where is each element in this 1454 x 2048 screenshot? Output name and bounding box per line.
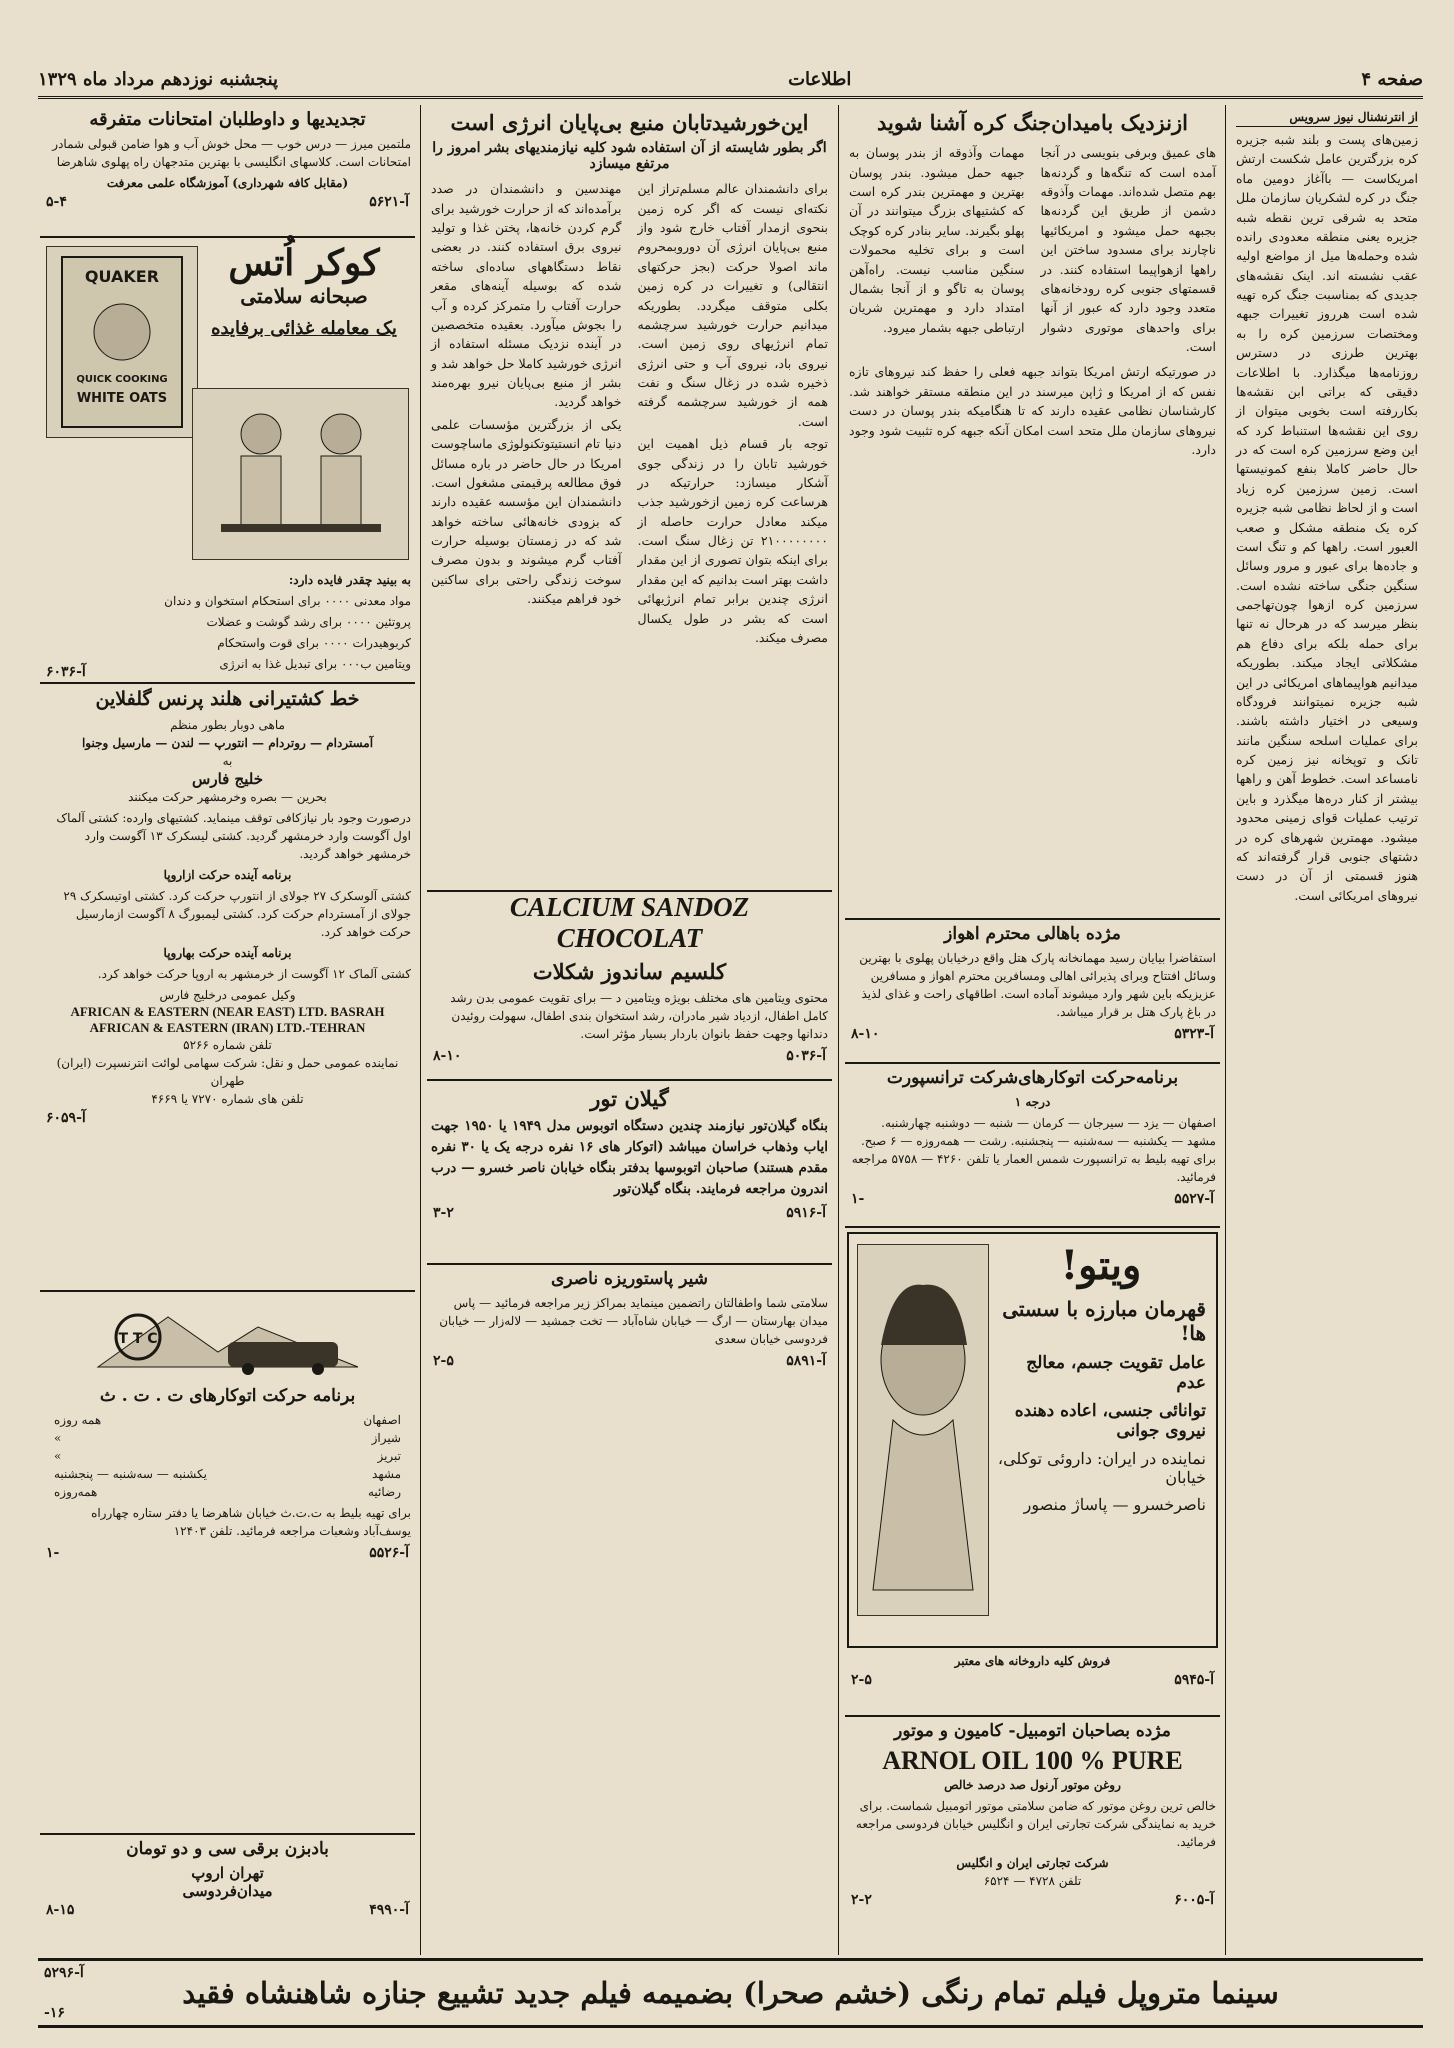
ad-ref: ۸-۱۵ — [46, 1901, 75, 1918]
ad-body: خالص ترین روغن موتور که ضامن سلامتی موتور اتومبیل شماست. برای خرید به نمایندگی شرکت تجارتی ایران و انگلیس خیابان فردوسی مراجعه فرمائید. — [855, 1798, 1216, 1849]
ttc-logo: T T C — [117, 1331, 158, 1347]
article-body: های عمیق وبرفی بنویسی در آنجا آمده است که تنگه‌ها و گردنه‌ها بهم متصل شده‌اند. مهمات وآذوقه دشمن از طریق این گردنه‌ها بجبهه حمل میشود و امریکائیها ناچارند برای مسدود ساختن این راهها ازهواپیما استفاده کنند. در قسمتهای جنوبی کره رودخانه‌های متعدد وجود دارد که عبور از آنها برای واحدهای موتوری دشوار است. — [1040, 145, 1216, 355]
ad-ref: ۸-۱۰ — [851, 1025, 880, 1042]
grade-label: درجه ۱ — [1014, 1094, 1051, 1109]
vito-line: نماینده در ایران: داروئی توکلی، خیابان — [997, 1449, 1206, 1487]
article-body: زمین‌های پست و بلند شبه جزیره کره بزرگترین عامل شکست ارتش امریکاست — باآغاز دومین ماه جنگ در کره لشکریان سازمان ملل متحد به شرقی ترین نقطه شبه جزیره یعنی منطقه معدودی رانده شده وحمله‌ها میل از مواضع اولیه عقب نشسته اند. اینک نقشه‌های جدیدی که بمناسبت جنگ کره تهیه شده است هرروز تغییرات جبهه ومختصات سرزمین کره را به بهترین طرزی در دسترس روزنامه‌ها میگذارد. با اطلاعات دقیقی که براتی ابن نقشه‌ها بکاررفته است بخوبی میتوان از روی این نقشه‌ها استنباط کرد که این وضع سرزمین کره است که در حال حاضر کاملا بنفع کمونیستها است. زمین سرزمین کره زیاد است و از لحاظ نظامی شبه جزیره کره یک منطقه مشکل و صعب العبور است. راهها کم و تنگ است و جاده‌ها برای عبور و مرور وسائل سنگین جنگی ساخته نشده است. سرزمین کره ازهوا چون‌تهاجمی بنظر میرسد که در هرحال نه تنها برای حمله بلکه برای دفاع هم مشکلاتی ایجاد میکند. بطوریکه میدانیم هواپیماهای امریکائی در این شبه جزیره نمیتوانند فرودگاه وسیعی در اختیار داشته باشند. برای عملیات اسلحه سنگین مانند تانک و توپخانه نیز زمین کره نامساعد است. خطوط آهن و راهها بیشتر از کنار دره‌ها میگذرد و باین ترتیب عملیات قوای زمینی محدود میشود. مهمترین شهرهای کره در دشتهای جنوبی قرار گرفته‌اند که هنوز قسمتی از آن در دست نیروهای امریکائی است. — [1236, 132, 1418, 903]
schedule-row — [40, 1411, 415, 1429]
column-rule — [838, 105, 839, 1955]
ad-arnol-oil — [845, 1715, 1220, 1955]
ad-ref-row — [40, 662, 415, 682]
ad-title: شیر پاستوریزه ناصری — [551, 1269, 708, 1289]
ad-ref: آ-۶۰۰۵ — [1174, 1891, 1214, 1908]
column-rule — [1225, 105, 1226, 1955]
ad-title: خط کشتیرانی هلند پرنس گلفلاین — [95, 688, 360, 710]
route-to: به — [222, 753, 233, 768]
ad-latin-title: CALCIUM SANDOZ — [509, 892, 750, 922]
headline-korea: ازنزدیک بامیدان‌جنگ کره آشنا شوید — [877, 110, 1188, 135]
ad-ttc-bus — [40, 1290, 415, 1832]
shop-name: تهران اروپ — [191, 1863, 264, 1882]
benefit-item: پروتئین ۰۰۰۰ برای رشد گوشت و عضلات — [206, 615, 411, 629]
schedule-days: » — [54, 1430, 62, 1445]
ad-exam-school — [40, 105, 415, 233]
article-body: مهمات وآذوقه از بندر پوسان به جبهه حمل میشود. بندر پوسان بهترین و مهمترین بندر کره است که کشتیهای بزرگ میتوانند در آن پهلو بگیرند. سایر بنادر کره کوچک است و برای تخلیه محمولات سنگین مناسب نیست. راه‌آهن پوسان به تاگو و از آنجا بشمال امتداد دارد و مهمترین شریان ارتباطی جبهه بشمار میرود. — [849, 145, 1025, 335]
vito-line: قهرمان مبارزه با سستی ها! — [1002, 1297, 1206, 1345]
ad-ref: ۸-۱۰ — [433, 1048, 462, 1065]
ad-title: تجدیدیها و داوطلبان امتحانات متفرقه — [89, 109, 366, 130]
woman-portrait-illustration — [857, 1244, 989, 1616]
quaker-tagline: صبحانه سلامتی — [240, 284, 368, 308]
schedule-route: رضائیه — [367, 1484, 401, 1499]
ad-ref: ۱- — [46, 1544, 60, 1561]
schedule-row — [40, 1429, 415, 1447]
ad-transport-schedule — [845, 1062, 1220, 1224]
column-korea-terrain — [1232, 105, 1422, 1955]
ad-ref: آ-۵۵۲۶ — [369, 1544, 409, 1561]
ad-pasteurized-milk — [427, 1263, 832, 1405]
oat-box-icon — [52, 252, 192, 432]
ad-holland-shipping — [40, 682, 415, 1289]
ad-ref: ۵-۴ — [46, 194, 67, 211]
vito-brand: ویتو! — [1060, 1242, 1142, 1289]
vito-line: عامل تقویت جسم، معالج عدم — [1026, 1353, 1206, 1393]
ad-subtitle: ماهی دوبار بطور منظم — [170, 717, 285, 732]
ad-ref: آ-۵۰۳۶ — [786, 1048, 826, 1065]
ad-subtitle: روغن موتور آرنول صد درصد خالص — [944, 1777, 1121, 1792]
ad-title: برنامه حرکت اتوکارهای ت . ت . ث — [99, 1386, 356, 1406]
banner-ref: آ-۵۲۹۶ — [44, 1965, 84, 1981]
ad-ref: آ-۵۳۲۳ — [1174, 1025, 1214, 1042]
ad-ref: آ-۶۰۵۹ — [46, 1109, 86, 1126]
article-body: در صورتیکه ارتش امریکا بتواند جبهه فعلی را حفظ کند نیروهای تازه نفس که از امریکا و ژاپن میرسند در این منطقه مستقر خواهند شد. کارشناسان نظامی عقیده دارند که تا هنگامیکه بندر پوسان در دست نیروهای سازمان ملل متحد است امکان آنکه جبهه کره تثبیت شود وجود دارد. — [849, 364, 1216, 457]
agent-en: AFRICAN & EASTERN (IRAN) LTD.-TEHRAN — [89, 1019, 366, 1035]
subheadline: اگر بطور شایسته از آن استفاده شود کلیه نیازمندیهای بشر امروز را مرتفع میسازد — [432, 140, 827, 173]
article-body: یکی از بزرگترین مؤسسات علمی دنیا تام انستیتوتکنولوژی ماساچوست امریکا در حال حاضر در باره مسائل فوق مطالعه پرقیمتی مشغول است. دانشمندان این مؤسسه عقیده دارند که بزودی خانه‌هائی ساخته خواهد شد که در زمستان بوسیله حرارت آفتاب گرم میشوند و بدون مصرف سوخت زندگی راحتی برای ساکنین خود فراهم میکنند. — [431, 416, 622, 607]
company-name: شرکت تجارتی ایران و انگلیس — [956, 1855, 1109, 1870]
quaker-brand: کوکر اُتس — [228, 242, 380, 284]
schedule-route: اصفهان — [363, 1412, 401, 1427]
banner-text: سینما متروپل فیلم تمام رنگی (خشم صحرا) بضمیمه فیلم جدید تشییع جنازه شاهنشاه فقید — [182, 1976, 1279, 2010]
newspaper-name: اطلاعات — [788, 68, 852, 90]
agents-label: وکیل عمومی درخلیج فارس — [159, 987, 296, 1002]
ad-body: اصفهان — یزد — سیرجان — کرمان — شنبه — دوشنبه چهارشنبه. مشهد — یکشنبه — سه‌شنبه — پنجشنبه. رشت — همه‌روزه — ۶ صبح. برای تهیه بلیط به ترانسپورت شمس العمار یا تلفن ۴۲۶۰ — ۵۷۵۸ مراجعه فرمائید. — [851, 1115, 1216, 1184]
ad-body: استفاضرا بیایان رسید مهمانخانه پارک هتل واقع درخیابان پهلوی با بهترین وسائل افتتاح وبرای پذیرائی اهالی ومسافرین محترم اهواز و مسافرین عزیزیکه باین شهر وارد میشوند آماده است. اطاقهای راحت و غذای لذیذ در باغ پارک هتل بر قرار میباشد. — [859, 950, 1216, 1019]
ad-footer: فروش کلیه داروخانه های معتبر — [954, 1654, 1111, 1668]
route-ports: آمستردام — روتردام — انتورپ — لندن — مارسیل وجنوا — [81, 735, 374, 750]
portrait-icon — [863, 1250, 983, 1610]
schedule-days: یکشنبه — سه‌شنبه — پنجشنبه — [54, 1466, 207, 1481]
ad-body: کشتی آلوسکرک ۲۷ جولای از انتورپ حرکت کرد. کشتی اوتیسکرک ۲۹ جولای از آمستردام حرکت کرد. کشتی لیمبورگ ۸ آگوست ازمارسیل حرکت خواهد کرد. — [63, 888, 411, 939]
ttc-logo-area — [40, 1292, 415, 1382]
headline-solar: این‌خورشید‌تابان منبع بی‌پایان انرژی است — [450, 110, 809, 135]
ad-body: کشتی آلماک ۱۲ آگوست از خرمشهر به اروپا حرکت خواهد کرد. — [97, 966, 411, 981]
ad-vito — [845, 1226, 1220, 1713]
ad-title: کلسیم ساندوز شکلات — [532, 959, 727, 984]
box-brand: QUAKER — [84, 267, 160, 286]
ad-ref: آ-۴۹۹۰ — [369, 1901, 409, 1918]
ad-quaker-oats — [40, 236, 415, 671]
ad-body: محتوی ویتامین های مختلف بویژه ویتامین د — برای تقویت عمومی بدن رشد کامل اطفال، ازدیاد شیر مادران، رشد استخوان بندی اطفال، سهولت روئیدن دندانها وجهت حفظ بانوان باردار بسیار مؤثر است. — [450, 991, 828, 1042]
ad-electric-fan — [40, 1833, 415, 1955]
phone-number: تلفن شماره ۵۲۶۶ — [183, 1037, 272, 1052]
ad-ref: ۳-۲ — [433, 1204, 454, 1221]
route-destination-ports: بحرین — بصره وخرمشهر حرکت میکنند — [128, 789, 327, 804]
ad-title: برنامه‌حرکت اتوکارهای‌شرکت ترانسپورت — [886, 1068, 1179, 1088]
schedule-route: شیراز — [371, 1430, 401, 1445]
schedule-days: همه‌روزه — [54, 1484, 98, 1499]
schedule-days: » — [54, 1448, 62, 1463]
bus-icon — [88, 1297, 368, 1377]
quaker-tagline: یک معامله غذائی برفایده — [211, 318, 397, 339]
masthead-bar — [38, 62, 1423, 99]
article-body: توجه بار قسام ذیل اهمیت این خورشید تابان را در زندگی جوی آشکار میسازد: حرارتیکه در هرساعت کره زمین ازخورشید جذب میکند معادل حرارت حاصله از ۲۱۰۰۰۰۰۰۰۰ تن زغال سنگ است. برای اینکه بتوان تصوری از این مقدار داشت بهتر است بدانیم که این مقدار انرژی چندین برابر تمام انرژیهائی است که بشر در طول یکسال مصرف میکند. — [637, 436, 828, 645]
benefits-title: به بینید چقدر فایده دارد: — [288, 573, 411, 587]
vito-line: توانائی جنسی، اعاده دهنده نیروی جوانی — [1014, 1401, 1206, 1441]
ad-ref: ۲-۵ — [433, 1352, 454, 1369]
phone-number: تلفن های شماره ۷۲۷۰ یا ۴۶۶۹ — [151, 1091, 304, 1106]
ad-body: ملتمین میرز — درس خوب — محل خوش آب و هوا ضامن قبولی شمادر امتحانات است. کلاسهای انگلیسی با بهترین متدجهان راه پهلوی شاهرضا — [52, 137, 411, 170]
family-breakfast-illustration — [192, 388, 409, 560]
schedule-row — [40, 1483, 415, 1501]
ad-park-hotel — [845, 918, 1220, 1060]
route-destination: خلیج فارس — [192, 769, 263, 788]
ad-title: بادبزن برقی سی و دو تومان — [126, 1839, 329, 1859]
benefit-item: کربوهیدرات ۰۰۰۰ برای قوت واستحکام — [217, 636, 411, 650]
ad-ref: آ-۵۶۲۱ — [369, 194, 409, 211]
agent-en: AFRICAN & EASTERN (NEAR EAST) LTD. BASRAH — [70, 1003, 385, 1019]
ad-gilan-tour — [427, 1079, 832, 1261]
benefit-item: مواد معدنی ۰۰۰۰ برای استحکام استخوان و دندان — [164, 594, 411, 608]
ad-body: درصورت وجود بار نیازکافی توقف مینماید. کشتیهای وارده: کشتی آلماک اول آگوست وارد خرمشهر گردید. کشتی لیسکرک ۱۳ آگوست وارد خرمشهر خواهد گردید. — [56, 810, 411, 861]
schedule-row — [40, 1447, 415, 1465]
ad-ref: آ-۵۹۱۶ — [786, 1204, 826, 1221]
ad-title: گیلان تور — [590, 1086, 669, 1111]
ad-ref: ۲-۵ — [851, 1672, 872, 1688]
column-rule — [420, 105, 421, 1955]
ad-body: بنگاه گیلان‌تور نیازمند چندین دستگاه اتوبوس مدل ۱۹۴۹ یا ۱۹۵۰ جهت ایاب وذهاب خراسان میباشد (اتوکار های ۱۶ نفره درجه یک یا ۳۰ نفره مقدم هستند) صاحبان اتوبوسها بدفتر بنگاه خیابان ناصر خسرو — درب اندرون مراجعه فرمایند. بنگاه گیلان‌تور — [431, 1118, 828, 1198]
ad-ref: ۱- — [851, 1190, 865, 1207]
box-label: WHITE OATS — [76, 391, 168, 406]
family-icon — [201, 394, 401, 554]
ad-latin-title: CHOCOLAT — [556, 923, 703, 953]
ad-ref: آ-۶۰۳۶ — [46, 664, 86, 680]
ad-ref: آ-۵۵۲۷ — [1174, 1190, 1214, 1207]
benefit-item: ویتامین ب۰۰۰ برای تبدیل غذا به انرژی — [219, 657, 411, 671]
ad-kicker: مژده بصاحبان اتومبیل- کامیون و موتور — [894, 1721, 1171, 1741]
ad-title: مژده باهالی محترم اهواز — [944, 924, 1121, 944]
program-heading: برنامه آینده حرکت بهاروپا — [163, 945, 292, 960]
schedule-row — [40, 1465, 415, 1483]
ad-ref: آ-۵۸۹۱ — [786, 1352, 826, 1369]
schedule-days: همه روزه — [54, 1412, 102, 1427]
vito-line: ناصرخسرو — پاساژ منصور — [1023, 1495, 1206, 1514]
ad-footer: (مقابل کافه شهرداری) آموزشگاه علمی معرفت — [106, 176, 349, 191]
shop-location: میدان‌فردوسی — [182, 1881, 273, 1900]
phone-number: تلفن ۴۷۲۸ — ۶۵۲۴ — [983, 1873, 1082, 1888]
ad-ref: آ-۵۹۴۵ — [1174, 1672, 1214, 1688]
article-body: برای دانشمندان عالم مسلم‌تراز این نکته‌ای نیست که اگر کره زمین بنحوی ازمدار آفتاب خارج شود واز منبع بی‌پایان انرژی آن دوروبمحروم ماند اصولا حرکت (بجز حرکتهای انتقالی) و تغییرات در کره زمین بکلی متوقف میگردد. بطوریکه میدانیم حرارت خورشید سرچشمه تمام انرژیهای روی زمین است. نیروی باد، نیروی آب و حتی انرژی ذخیره شده در زغال سنگ و نفت همه از خورشید سرچشمه گرفته است. — [637, 181, 828, 429]
ad-ref: ۲-۲ — [851, 1891, 872, 1908]
news-agency-kicker: از انترنشنال نیوز سرویس — [1236, 108, 1418, 127]
schedule-route: مشهد — [372, 1466, 401, 1481]
article-body: مهندسین و دانشمندان در صدد برآمده‌اند که از حرارت خورشید برای گرم کردن خانه‌ها، پختن غذا و تولید نیروی برق استفاده کنند. در بعضی نقاط دستگاههای ساده‌ای ساخته شده که بوسیله آینه‌های مقعر حرارت آفتاب را متمرکز کرده و آب را بجوش میآورد. بعقیده متخصصین در آینده نزدیک مسئله استفاده از انرژی خورشید کاملا حل خواهد شد و بشر از منبع بی‌پایان نیرو بهره‌مند خواهد گردید. — [431, 181, 622, 410]
ad-body: برای تهیه بلیط به ت.ت.ث خیابان شاهرضا یا دفتر ستاره چهارراه یوسف‌آباد وشعبات مراجعه فرمائید. تلفن ۱۲۴۰۳ — [91, 1505, 411, 1538]
banner-ref: ۱۶- — [44, 2005, 65, 2021]
program-heading: برنامه آینده حرکت ازاروپا — [163, 867, 292, 882]
box-label: QUICK COOKING — [76, 374, 168, 385]
cinema-banner — [38, 1958, 1423, 2028]
column-solar-energy — [427, 105, 832, 885]
ad-calcium-sandoz — [427, 890, 832, 1077]
ad-body: سلامتی شما واطفالتان راتضمین مینماید بمراکز زیر مراجعه فرمائید — پاس میدان بهارستان — ارگ — خیابان شاه‌آباد — تخت جمشید — لاله‌زار — خیابان فردوسی خیابان سعدی — [439, 1295, 828, 1346]
issue-date: پنجشنبه نوزدهم مرداد ماه ۱۳۲۹ — [38, 68, 279, 90]
page-number: صفحه ۴ — [1361, 68, 1423, 90]
ad-latin-title: ARNOL OIL 100 % PURE — [882, 1745, 1183, 1775]
quaker-box-illustration — [46, 246, 198, 438]
agent-fa: نماینده عمومی حمل و نقل: شرکت سهامی لوائت انترنسپرت (ایران) طهران — [56, 1055, 399, 1088]
schedule-route: تبریز — [377, 1448, 401, 1463]
